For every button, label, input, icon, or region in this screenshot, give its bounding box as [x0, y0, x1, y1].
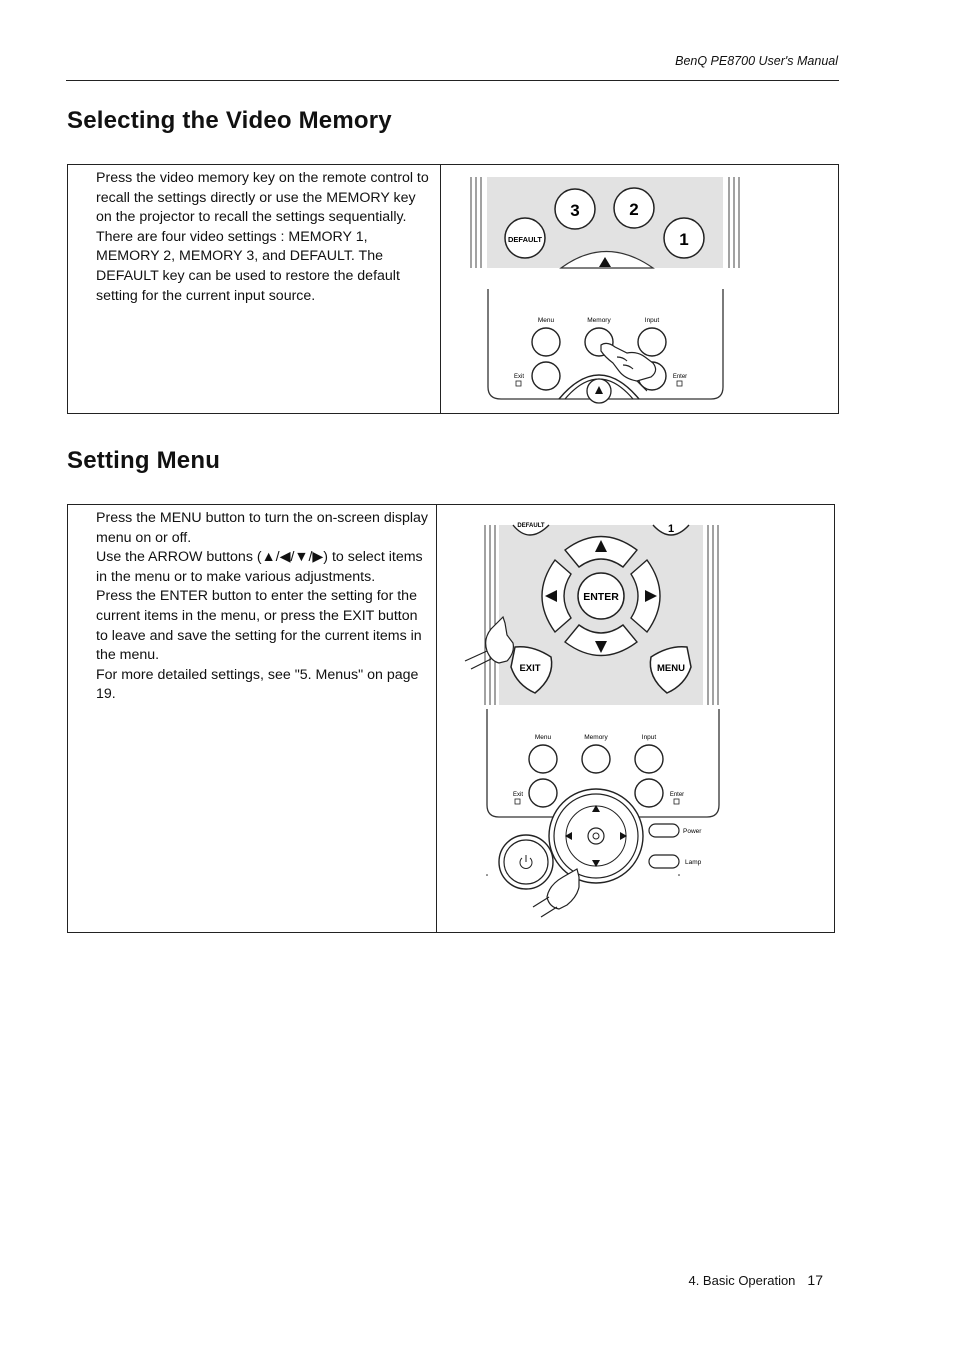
remote-navigation-illustration	[465, 523, 718, 705]
panel-exit-button[interactable]	[532, 362, 560, 390]
enter-icon	[677, 381, 682, 386]
control-panel-illustration	[488, 289, 723, 403]
video-memory-text	[68, 165, 441, 413]
panel-memory-button[interactable]	[582, 745, 610, 773]
menu-label: Menu	[534, 734, 552, 741]
memory-label: Memory	[587, 317, 611, 324]
svg-text:EXIT: EXIT	[519, 663, 541, 674]
key-3-button[interactable]	[555, 189, 595, 229]
svg-text:1: 1	[667, 523, 675, 535]
svg-text:3: 3	[570, 201, 580, 220]
video-memory-figure	[441, 165, 838, 413]
svg-text:DEFAULT: DEFAULT	[517, 523, 545, 529]
input-label: Input	[641, 734, 657, 741]
setting-menu-text	[68, 505, 437, 932]
header-rule	[66, 80, 839, 81]
running-header: BenQ PE8700 User's Manual	[675, 54, 838, 68]
setting-menu-table	[67, 504, 835, 933]
panel-exit-button[interactable]	[529, 779, 557, 807]
lamp-indicator	[649, 855, 679, 868]
lamp-label: Lamp	[685, 859, 702, 866]
panel-menu-button[interactable]	[532, 328, 560, 356]
setting-menu-figure	[437, 505, 834, 932]
exit-label: Exit	[512, 792, 524, 798]
svg-text:ENTER: ENTER	[583, 591, 619, 603]
page-footer	[688, 1272, 823, 1288]
remote-menu-illustration	[437, 505, 835, 932]
control-panel-illustration	[486, 709, 719, 917]
paragraph: For more detailed settings, see "5. Menus" on page 19.	[96, 666, 419, 703]
video-memory-table	[67, 164, 839, 414]
exit-label: Exit	[513, 374, 525, 380]
menu-label: Menu	[537, 317, 555, 324]
svg-text:DEFAULT: DEFAULT	[507, 235, 543, 244]
key-1-button[interactable]	[664, 218, 704, 258]
svg-text:MENU: MENU	[657, 663, 685, 674]
enter-label: Enter	[672, 374, 688, 380]
panel-input-button[interactable]	[638, 328, 666, 356]
paragraph: Press the video memory key on the remote control to recall the settings directly or use the MEMORY key on the projector to recall the settings sequentially.	[96, 170, 429, 226]
paragraph: Press the ENTER button to enter the setting for the current items in the menu, or press the EXIT button to leave and save the setting for the current items in the menu.	[96, 588, 422, 664]
section-heading-video-memory: Selecting the Video Memory	[67, 107, 392, 134]
memory-label: Memory	[584, 734, 608, 741]
panel-enter-button[interactable]	[635, 779, 663, 807]
key-2-button[interactable]	[614, 188, 654, 228]
chapter-label: 4. Basic Operation	[688, 1273, 796, 1288]
power-label: Power	[683, 828, 702, 835]
enter-label: Enter	[669, 792, 685, 798]
panel-input-button[interactable]	[635, 745, 663, 773]
default-button[interactable]	[505, 218, 545, 258]
paragraph: Press the MENU button to turn the on-screen display menu on or off.	[96, 510, 428, 546]
exit-icon	[516, 381, 521, 386]
svg-text:2: 2	[629, 200, 639, 219]
power-indicator	[649, 824, 679, 837]
exit-icon	[515, 799, 520, 804]
remote-memory-illustration	[441, 165, 839, 413]
input-label: Input	[644, 317, 660, 324]
section-heading-setting-menu: Setting Menu	[67, 447, 221, 474]
panel-menu-button[interactable]	[529, 745, 557, 773]
remote-top-illustration	[471, 177, 739, 268]
enter-button[interactable]	[578, 573, 624, 619]
paragraph: There are four video settings : MEMORY 1, MEMORY 2, MEMORY 3, and DEFAULT. The DEFAULT key can be used to restore the default setting for the current input source.	[96, 228, 400, 304]
page-number: 17	[807, 1272, 823, 1288]
paragraph: Use the ARROW buttons (▲/◀/▼/▶) to select items in the menu or to make various adjustments.	[96, 549, 423, 585]
enter-icon	[674, 799, 679, 804]
svg-text:1: 1	[679, 230, 689, 249]
